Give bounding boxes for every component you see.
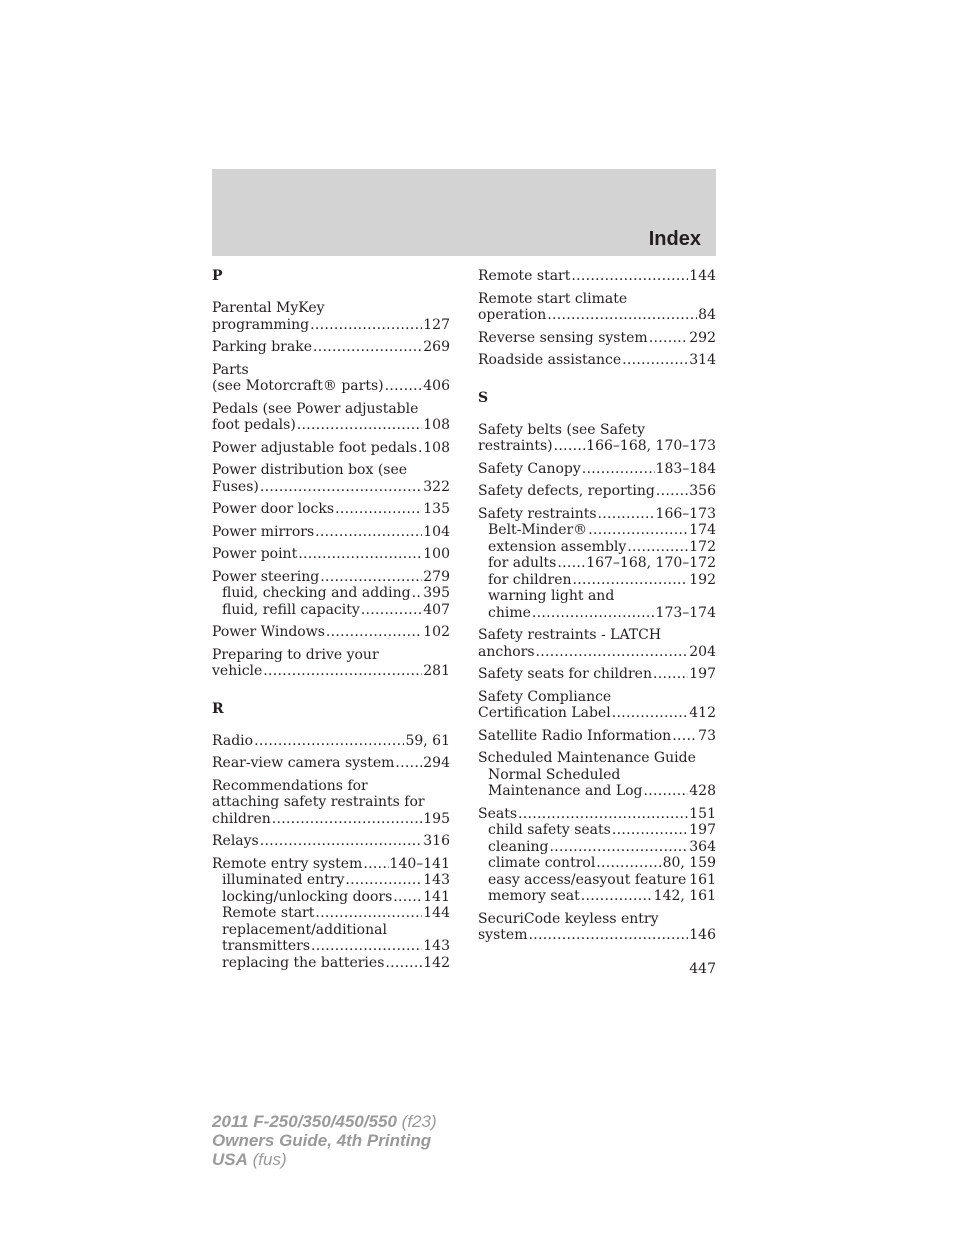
- index-entry-line: [478, 268, 716, 285]
- index-subentry: [212, 602, 450, 619]
- index-entry-line: [212, 440, 450, 457]
- entry-text: system: [478, 927, 528, 943]
- entry-text: Certification Label: [478, 705, 611, 721]
- index-subentry: [212, 938, 450, 955]
- page-ref: 161: [689, 871, 716, 888]
- index-entry-line: [212, 794, 450, 811]
- index-entry: [212, 856, 450, 972]
- page-ref: 197: [689, 666, 716, 682]
- dot-leader: [622, 352, 688, 369]
- index-entry-line: [478, 461, 716, 478]
- page-ref: 172: [689, 538, 716, 555]
- index-subentry: [212, 872, 450, 889]
- page-ref: 142: [423, 954, 450, 971]
- index-entry: [478, 750, 716, 800]
- dot-leader: [320, 569, 422, 586]
- index-entry-line: [478, 483, 716, 500]
- page-ref: 166–173: [655, 505, 716, 522]
- dot-leader: [326, 624, 422, 641]
- page-ref: 407: [423, 601, 450, 618]
- entry-text: Power mirrors: [212, 523, 315, 540]
- index-entry: [478, 330, 716, 347]
- footer-model-code: (f23): [396, 1112, 437, 1131]
- dot-leader: [547, 307, 697, 324]
- index-entry: [478, 291, 716, 324]
- index-subentry: [212, 955, 450, 972]
- entry-text: Parental MyKey: [212, 300, 325, 316]
- entry-text: operation: [478, 307, 547, 323]
- dot-leader: [385, 955, 422, 972]
- page-ref: 183–184: [655, 460, 716, 477]
- index-entry-line: [478, 644, 716, 661]
- page-ref: 204: [689, 643, 716, 660]
- index-subentry: [478, 822, 716, 839]
- footer-region-code: (fus): [247, 1150, 287, 1169]
- dot-leader: [335, 501, 422, 518]
- entry-text: Remote start: [222, 905, 315, 921]
- index-subentry: [212, 905, 450, 922]
- dot-leader: [263, 663, 422, 680]
- dot-leader: [532, 605, 655, 622]
- dot-leader: [260, 833, 423, 850]
- entry-text: vehicle: [212, 663, 263, 679]
- index-entry-line: [212, 417, 450, 434]
- page-number: 447: [689, 961, 716, 977]
- entry-text: Radio: [212, 732, 254, 749]
- index-entry-line: [212, 317, 450, 334]
- index-entry: [212, 546, 450, 563]
- dot-leader: [557, 555, 585, 572]
- index-entry: [212, 833, 450, 850]
- entry-text: Remote entry system: [212, 855, 363, 872]
- dot-leader: [649, 330, 689, 347]
- dot-leader: [254, 733, 404, 750]
- dot-leader: [672, 728, 697, 745]
- index-subentry: [478, 522, 716, 539]
- index-entry-line: [478, 728, 716, 745]
- index-entry: [478, 461, 716, 478]
- index-entry-line: [212, 300, 450, 317]
- dot-leader: [345, 872, 422, 889]
- page-ref: 322: [423, 478, 450, 495]
- entry-text: easy access/easyout feature: [488, 871, 687, 888]
- index-entry: [212, 440, 450, 457]
- index-subentry: [478, 839, 716, 856]
- dot-leader: [653, 666, 688, 683]
- entry-text: attaching safety restraints for: [212, 794, 425, 810]
- index-column-right: [478, 268, 716, 950]
- index-subentry: [212, 889, 450, 906]
- index-entry: [478, 483, 716, 500]
- dot-leader: [310, 317, 422, 334]
- entry-text: child safety seats: [488, 822, 611, 838]
- index-subentry: [478, 767, 716, 784]
- page-ref: 269: [423, 339, 450, 355]
- entry-text: climate control: [488, 855, 596, 871]
- index-entry-line: [478, 506, 716, 523]
- section-letter: R: [212, 700, 224, 717]
- page-ref: 151: [689, 805, 716, 822]
- index-entry: [212, 569, 450, 619]
- index-entry-line: [478, 627, 716, 644]
- entry-text: Remote start: [478, 268, 571, 284]
- entry-text: Safety restraints: [478, 505, 597, 522]
- entry-text: transmitters: [222, 938, 311, 954]
- dot-leader: [612, 705, 689, 722]
- index-subentry: [478, 605, 716, 622]
- index-subentry: [212, 922, 450, 939]
- page-ref: 146: [689, 927, 716, 943]
- page-ref: 356: [689, 483, 716, 499]
- entry-text: cleaning: [488, 838, 549, 855]
- entry-text: Pedals (see Power adjustable: [212, 400, 419, 417]
- dot-leader: [297, 417, 422, 434]
- dot-leader: [412, 585, 423, 602]
- index-entry-line: [212, 663, 450, 680]
- index-entry-line: [478, 927, 716, 944]
- page-ref: 108: [423, 439, 450, 456]
- entry-text: memory seat: [488, 888, 580, 904]
- entry-text: SecuriCode keyless entry: [478, 910, 659, 927]
- index-entry-line: [478, 705, 716, 722]
- page-ref: 195: [423, 810, 450, 827]
- entry-text: Parking brake: [212, 339, 312, 355]
- page-ref: 279: [423, 568, 450, 585]
- index-entry: [478, 422, 716, 455]
- entry-text: Reverse sensing system: [478, 329, 648, 346]
- index-entry-line: [212, 401, 450, 418]
- page-ref: 294: [423, 755, 450, 771]
- section-letter: S: [478, 389, 489, 406]
- index-subentry: [212, 585, 450, 602]
- entry-text: children: [212, 810, 271, 827]
- section-letter: P: [212, 268, 223, 284]
- entry-text: Safety defects, reporting: [478, 483, 655, 499]
- page-ref: 314: [689, 352, 716, 368]
- index-entry: [478, 728, 716, 745]
- dot-leader: [395, 755, 422, 772]
- page-ref: 144: [423, 905, 450, 921]
- dot-leader: [272, 811, 422, 828]
- index-entry-line: [212, 524, 450, 541]
- entry-text: fluid, refill capacity: [222, 601, 360, 618]
- entry-text: illuminated entry: [222, 872, 345, 888]
- dot-leader: [573, 572, 689, 589]
- entry-text: Power distribution box (see: [212, 462, 408, 478]
- index-entry: [478, 506, 716, 622]
- page-ref: 197: [689, 822, 716, 838]
- index-entry-line: [212, 462, 450, 479]
- index-entry: [478, 911, 716, 944]
- entry-text: Power adjustable foot pedals: [212, 439, 418, 456]
- index-subentry: [478, 539, 716, 556]
- index-entry: [478, 689, 716, 722]
- index-entry-line: [478, 422, 716, 439]
- entry-text: Relays: [212, 833, 259, 849]
- entry-text: warning light and: [488, 588, 615, 604]
- entry-text: chime: [488, 604, 531, 621]
- entry-text: Scheduled Maintenance Guide: [478, 750, 696, 766]
- index-entry-line: [212, 378, 450, 395]
- index-subentry: [478, 872, 716, 889]
- page-ref: 143: [423, 938, 450, 954]
- index-entry-line: [478, 689, 716, 706]
- index-entry-line: [212, 811, 450, 828]
- index-entry: [212, 733, 450, 750]
- page-ref: 316: [423, 833, 450, 849]
- dot-leader: [260, 479, 422, 496]
- entry-text: Fuses): [212, 478, 259, 495]
- index-subentry: [478, 855, 716, 872]
- page-ref: 167–168, 170–172: [586, 555, 716, 571]
- entry-text: Preparing to drive your: [212, 646, 379, 663]
- entry-text: Roadside assistance: [478, 352, 622, 368]
- dot-leader: [656, 483, 688, 500]
- page-ref: 108: [423, 417, 450, 433]
- page-ref: 142, 161: [653, 888, 716, 904]
- dot-leader: [612, 822, 688, 839]
- entry-text: Power point: [212, 546, 298, 562]
- page-ref: 141: [423, 888, 450, 905]
- index-entry: [212, 624, 450, 641]
- index-entry: [478, 666, 716, 683]
- entry-text: foot pedals): [212, 417, 296, 433]
- index-entry-line: [212, 856, 450, 873]
- index-subentry: [478, 888, 716, 905]
- dot-leader: [571, 268, 688, 285]
- dot-leader: [581, 888, 653, 905]
- dot-leader: [385, 378, 423, 395]
- index-entry-line: [478, 750, 716, 767]
- dot-leader: [311, 938, 422, 955]
- index-entry-line: [212, 501, 450, 518]
- dot-leader: [361, 602, 423, 619]
- dot-leader: [298, 546, 422, 563]
- index-entry: [212, 647, 450, 680]
- entry-text: restraints): [478, 438, 553, 454]
- header-band: [212, 169, 716, 256]
- entry-text: Seats: [478, 805, 518, 822]
- page-ref: 428: [689, 783, 716, 799]
- dot-leader: [627, 539, 688, 556]
- index-entry: [478, 352, 716, 369]
- index-entry: [478, 806, 716, 905]
- dot-leader: [528, 927, 688, 944]
- page-ref: 292: [689, 329, 716, 346]
- index-subentry: [478, 783, 716, 800]
- index-entry-line: [212, 755, 450, 772]
- entry-text: Recommendations for: [212, 777, 368, 794]
- dot-leader: [598, 506, 655, 523]
- index-entry-line: [212, 778, 450, 795]
- page-ref: 127: [423, 316, 450, 333]
- index-entry-line: [212, 362, 450, 379]
- index-entry-line: [478, 330, 716, 347]
- dot-leader: [536, 644, 689, 661]
- page-ref: 166–168, 170–173: [586, 438, 716, 454]
- index-entry: [212, 524, 450, 541]
- entry-text: (see Motorcraft® parts): [212, 378, 384, 394]
- index-entry-line: [478, 806, 716, 823]
- entry-text: extension assembly: [488, 538, 627, 555]
- dot-leader: [549, 839, 688, 856]
- entry-text: for children: [488, 571, 572, 588]
- entry-text: locking/unlocking doors: [222, 888, 393, 905]
- dot-leader: [363, 856, 388, 873]
- page-ref: 412: [689, 705, 716, 721]
- index-entry-line: [478, 438, 716, 455]
- index-entry: [478, 268, 716, 285]
- entry-text: Parts: [212, 361, 249, 378]
- index-entry-line: [212, 624, 450, 641]
- entry-text: Safety Compliance: [478, 688, 612, 705]
- index-entry-line: [212, 546, 450, 563]
- index-entry-line: [478, 307, 716, 324]
- page-ref: 104: [423, 523, 450, 540]
- footer: [212, 1112, 437, 1169]
- index-entry: [212, 462, 450, 495]
- dot-leader: [596, 855, 661, 872]
- page-ref: 174: [689, 522, 716, 538]
- dot-leader: [582, 461, 655, 478]
- page-ref: 144: [689, 268, 716, 284]
- index-entry: [212, 362, 450, 395]
- index-subentry: [478, 572, 716, 589]
- entry-text: Normal Scheduled: [488, 766, 621, 783]
- entry-text: Safety seats for children: [478, 666, 652, 682]
- entry-text: programming: [212, 316, 310, 333]
- page-ref: 406: [423, 378, 450, 394]
- entry-text: Power Windows: [212, 624, 325, 640]
- page-ref: 73: [698, 727, 716, 744]
- page-ref: 364: [689, 838, 716, 855]
- entry-text: replacing the batteries: [222, 954, 385, 971]
- page-ref: 135: [423, 501, 450, 517]
- page-ref: 80, 159: [662, 855, 716, 871]
- dot-leader: [315, 905, 422, 922]
- dot-leader: [393, 889, 422, 906]
- index-subentry: [478, 555, 716, 572]
- footer-region: USA: [212, 1150, 248, 1169]
- entry-text: Rear-view camera system: [212, 755, 395, 771]
- dot-leader: [518, 806, 688, 823]
- page-ref: 140–141: [389, 855, 450, 872]
- page-ref: 173–174: [655, 604, 716, 621]
- entry-text: Satellite Radio Information: [478, 727, 672, 744]
- index-subentry: [478, 588, 716, 605]
- entry-text: Belt-Minder®: [488, 522, 588, 538]
- index-entry: [212, 778, 450, 828]
- entry-text: Power door locks: [212, 501, 335, 517]
- page-ref: 395: [423, 585, 450, 601]
- index-entry: [212, 501, 450, 518]
- index-entry-line: [478, 911, 716, 928]
- entry-text: Safety belts (see Safety: [478, 421, 645, 438]
- entry-text: Remote start climate: [478, 290, 628, 307]
- footer-guide: Owners Guide, 4th Printing: [212, 1131, 432, 1150]
- page-ref: 281: [423, 663, 450, 679]
- index-entry: [212, 339, 450, 356]
- index-entry-line: [478, 666, 716, 683]
- dot-leader: [554, 438, 586, 455]
- entry-text: Safety restraints - LATCH: [478, 627, 662, 643]
- index-entry: [212, 300, 450, 333]
- entry-text: Power steering: [212, 568, 320, 585]
- entry-text: replacement/additional: [222, 921, 387, 938]
- entry-text: anchors: [478, 643, 535, 660]
- dot-leader: [313, 339, 422, 356]
- index-entry: [212, 755, 450, 772]
- index-entry-line: [212, 833, 450, 850]
- entry-text: for adults: [488, 555, 557, 571]
- page-ref: 143: [423, 872, 450, 888]
- index-column-left: [212, 268, 450, 977]
- page-ref: 102: [423, 624, 450, 640]
- index-entry-line: [478, 352, 716, 369]
- index-entry-line: [478, 291, 716, 308]
- dot-leader: [418, 440, 422, 457]
- index-entry: [478, 627, 716, 660]
- entry-text: Maintenance and Log: [488, 783, 643, 799]
- index-entry-line: [212, 733, 450, 750]
- dot-leader: [644, 783, 689, 800]
- dot-leader: [315, 524, 422, 541]
- page-ref: 100: [423, 546, 450, 562]
- page-ref: 192: [689, 571, 716, 588]
- page-ref: 59, 61: [405, 732, 450, 749]
- index-entry: [212, 401, 450, 434]
- footer-model: 2011 F-250/350/450/550: [212, 1112, 397, 1131]
- entry-text: Safety Canopy: [478, 460, 581, 477]
- index-entry-line: [212, 569, 450, 586]
- index-entry-line: [212, 339, 450, 356]
- index-entry-line: [212, 647, 450, 664]
- entry-text: fluid, checking and adding: [222, 585, 411, 601]
- dot-leader: [588, 522, 688, 539]
- page-title: Index: [648, 228, 701, 250]
- index-entry-line: [212, 479, 450, 496]
- page-ref: 84: [698, 307, 716, 323]
- dot-leader: [687, 872, 688, 889]
